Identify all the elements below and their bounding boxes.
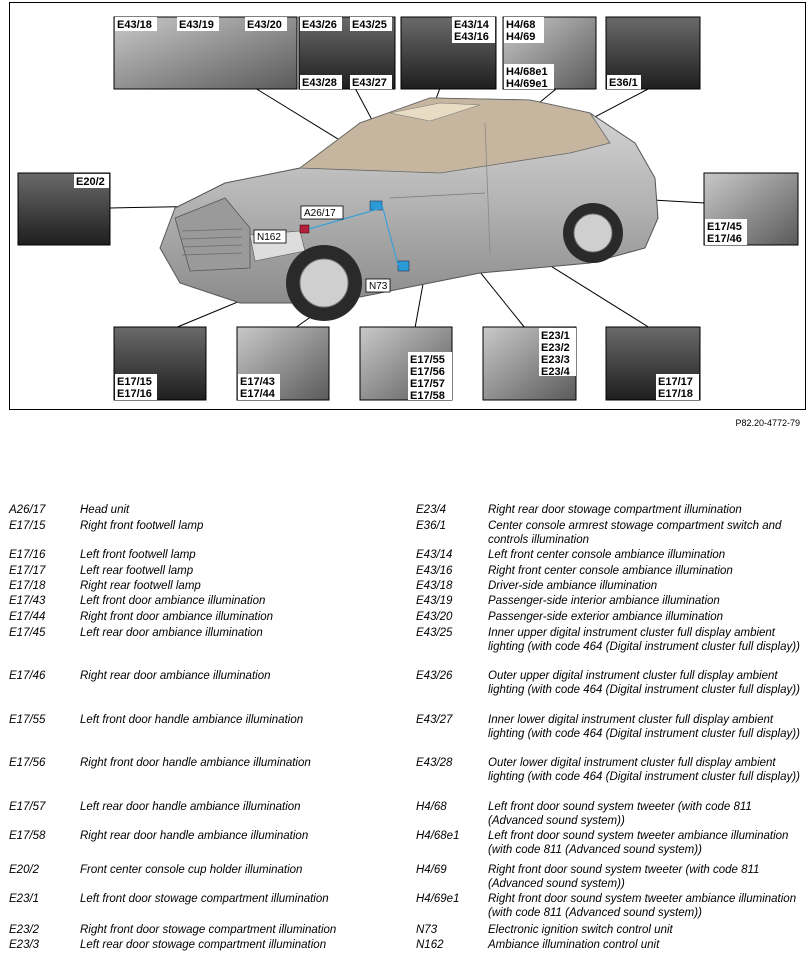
legend-code: E17/58 [9,830,46,842]
legend-code: E43/18 [416,580,453,592]
inset-label: H4/69e1 [506,78,548,90]
legend-code: E23/4 [416,504,447,516]
legend-code: E43/14 [416,549,453,561]
legend-code: E17/57 [9,801,46,813]
legend-code: E43/16 [416,565,453,577]
legend-code: E17/15 [9,520,46,532]
legend-code: E43/20 [416,611,453,623]
legend-code: E43/27 [416,714,453,726]
legend-description: Inner upper digital instrument cluster full display ambient lighting (with code 464 (Digital instrument cluster full display)) [488,627,800,653]
legend-code: N73 [416,924,438,936]
legend-code: E17/18 [9,580,46,592]
inset-label: E20/2 [76,176,105,188]
legend-code: H4/69e1 [416,893,460,905]
legend-description: Right front door stowage compartment illumination [80,924,337,936]
legend-description: Ambiance illumination control unit [488,939,660,951]
legend-code: E43/25 [416,627,453,639]
inset-label: E17/15 [117,376,152,388]
inset-label: H4/68e1 [506,66,548,78]
legend-description: Right front center console ambiance illumination [488,565,733,577]
legend-description: Left front door ambiance illumination [80,595,266,607]
inset-label: E23/3 [541,354,570,366]
inset-label: E17/17 [658,376,693,388]
inset-label: E43/20 [247,19,282,31]
legend-code: E43/26 [416,670,453,682]
inset-label: E17/56 [410,366,445,378]
legend-code: E17/43 [9,595,46,607]
inset-label: E17/16 [117,388,152,400]
legend-description: Right front footwell lamp [80,520,204,532]
legend-description: Inner lower digital instrument cluster full display ambient lighting (with code 464 (Digital instrument cluster full display)) [488,714,800,740]
inset-label: E43/14 [454,19,489,31]
inset-label: E17/44 [240,388,275,400]
inset-label: E43/18 [117,19,152,31]
legend-description: Left rear door ambiance illumination [80,627,263,639]
legend-description: Head unit [80,504,130,516]
legend-code: E23/1 [9,893,40,905]
legend-code: E36/1 [416,520,447,532]
inset-label: E23/2 [541,342,570,354]
legend-code: E17/46 [9,670,46,682]
inset-label: E17/55 [410,354,445,366]
inset-label: E43/16 [454,31,489,43]
reference-number: P82.20-4772-79 [735,418,800,428]
inset-label: E36/1 [609,77,638,89]
legend-code: E17/16 [9,549,46,561]
legend-code: N162 [416,939,444,951]
legend-description: Center console armrest stowage compartment switch and controls illumination [488,520,782,546]
inset-label: E17/18 [658,388,693,400]
inset-label: E43/25 [352,19,387,31]
inset-label: E17/46 [707,233,742,245]
legend-code: E23/3 [9,939,40,951]
legend-description: Right rear door ambiance illumination [80,670,271,682]
inset-label: E23/4 [541,366,570,378]
legend-description: Right front door ambiance illumination [80,611,274,623]
callout-a26-17: A26/17 [304,208,336,219]
legend-description: Passenger-side interior ambiance illumination [488,595,720,607]
inset-label: E43/26 [302,19,337,31]
legend-description: Left rear door handle ambiance illumination [80,801,301,813]
legend-description: Right front door handle ambiance illumination [80,757,311,769]
legend-description: Right rear footwell lamp [80,580,201,592]
legend-code: E17/55 [9,714,46,726]
legend-description: Front center console cup holder illumination [80,864,303,876]
legend-description: Left rear door stowage compartment illumination [80,939,327,951]
legend-description: Left front footwell lamp [80,549,196,561]
legend-description: Right rear door handle ambiance illumination [80,830,309,842]
callout-n162: N162 [257,232,281,243]
legend-code: E17/56 [9,757,46,769]
legend-description: Driver-side ambiance illumination [488,580,658,592]
legend-description: Left front door sound system tweeter (with code 811 (Advanced sound system)) [488,801,752,827]
legend-code: E43/19 [416,595,453,607]
legend-code: E17/17 [9,565,46,577]
inset-label: H4/68 [506,19,536,31]
legend-code: H4/69 [416,864,447,876]
legend-code: A26/17 [9,504,46,516]
legend-description: Outer upper digital instrument cluster full display ambient lighting (with code 464 (Digital instrument cluster full display)) [488,670,800,696]
legend-code: E17/44 [9,611,46,623]
legend-code: E17/45 [9,627,46,639]
legend-description: Outer lower digital instrument cluster full display ambient lighting (with code 464 (Digital instrument cluster full display)) [488,757,800,783]
legend-description: Right front door sound system tweeter ambiance illumination (with code 811 (Advanced sound system)) [488,893,797,919]
inset-label: E43/28 [302,77,337,89]
inset-label: E43/27 [352,77,387,89]
legend-description: Passenger-side exterior ambiance illumination [488,611,724,623]
legend-description: Electronic ignition switch control unit [488,924,673,936]
legend-description: Left front door handle ambiance illumination [80,714,304,726]
inset-label: E17/58 [410,390,445,402]
legend-description: Right front door sound system tweeter (with code 811 (Advanced sound system)) [488,864,760,890]
legend-code: E23/2 [9,924,40,936]
legend-description: Right rear door stowage compartment illumination [488,504,742,516]
legend-description: Left rear footwell lamp [80,565,194,577]
legend-code: H4/68 [416,801,447,813]
inset-label: E43/19 [179,19,214,31]
legend-code: E43/28 [416,757,453,769]
legend-code: E20/2 [9,864,40,876]
legend-description: Left front door stowage compartment illumination [80,893,329,905]
legend-description: Left front door sound system tweeter ambiance illumination (with code 811 (Advanced sound system)) [488,830,789,856]
legend-code: H4/68e1 [416,830,460,842]
legend-description: Left front center console ambiance illumination [488,549,726,561]
inset-label: E23/1 [541,330,570,342]
inset-label: H4/69 [506,31,536,43]
inset-label: E17/43 [240,376,275,388]
inset-label: E17/45 [707,221,742,233]
inset-label: E17/57 [410,378,445,390]
callout-n73: N73 [369,281,388,292]
